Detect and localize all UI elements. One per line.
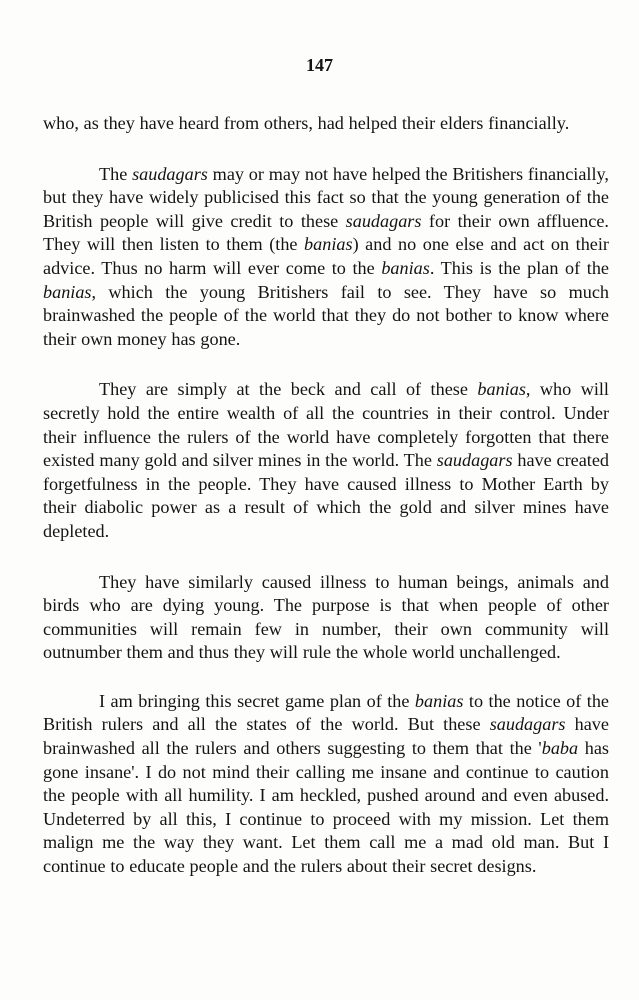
body-text <box>43 112 609 879</box>
paragraph-5 <box>43 690 609 879</box>
italic-term: saudagars <box>436 450 513 471</box>
italic-term: banias <box>43 281 92 302</box>
paragraph-3 <box>43 378 609 543</box>
text-run: ) and no one else and act on their advice. Thus no harm will ever come to the <box>43 234 609 278</box>
text-run: to the notice of the British rulers and all the states of the world. But these <box>43 690 609 735</box>
text-run: They have similarly caused illness to human beings, animals and birds who are dying young. The purpose is that when people of other communities will remain few in number, their own community will outnumber them and thus they will rule the whole world unchallenged. <box>43 571 609 663</box>
italic-term: banias <box>304 234 353 255</box>
text-run: They are simply at the beck and call of these <box>99 379 478 400</box>
text-run: , who will secretly hold the entire wealth of all the countries in their control. Under their influence the rulers of the world have completely forgotten that there existed many gold and silver mines in the world. The <box>43 379 609 471</box>
italic-term: saudagars <box>489 714 566 735</box>
text-run: , which the young Britishers fail to see. They have so much brainwashed the people of the world that they do not bother to know where their own money has gone. <box>43 281 609 349</box>
italic-term: banias <box>414 690 464 711</box>
text-run: have created forgetfulness in the people. They have caused illness to Mother Earth by their diabolic power as a result of which the gold and silver mines have depleted. <box>43 450 609 541</box>
paragraph-2 <box>43 163 609 352</box>
text-run: I am bringing this secret game plan of the <box>99 690 415 711</box>
text-run: The <box>99 163 133 184</box>
page-number: 147 <box>306 55 333 75</box>
text-run: has gone insane'. I do not mind their calling me insane and continue to caution the people with all humility. I am heckled, pushed around and even abused. Undeterred by all this, I continue to proceed with my mission. Let them malign me the way they want. Let them call me a mad old man. But I continue to educate people and the rulers about their secret designs. <box>43 738 609 877</box>
italic-term: baba <box>541 738 579 759</box>
italic-term: saudagars <box>345 210 422 231</box>
text-run: . This is the plan of the <box>429 257 609 278</box>
italic-term: banias <box>381 257 430 278</box>
text-run: for their own affluence. They will then listen to them (the <box>43 210 609 255</box>
text-run: have brainwashed all the rulers and others suggesting to them that the ' <box>43 714 609 759</box>
paragraph-4 <box>43 571 609 665</box>
text-run: may or may not have helped the Britishers financially, but they have widely publicised this fact so that the young generation of the British people will give credit to these <box>43 163 609 231</box>
paragraph-1 <box>43 112 609 136</box>
italic-term: saudagars <box>132 163 208 184</box>
text-run: who, as they have heard from others, had helped their elders financially. <box>43 113 570 133</box>
italic-term: banias <box>477 379 526 400</box>
